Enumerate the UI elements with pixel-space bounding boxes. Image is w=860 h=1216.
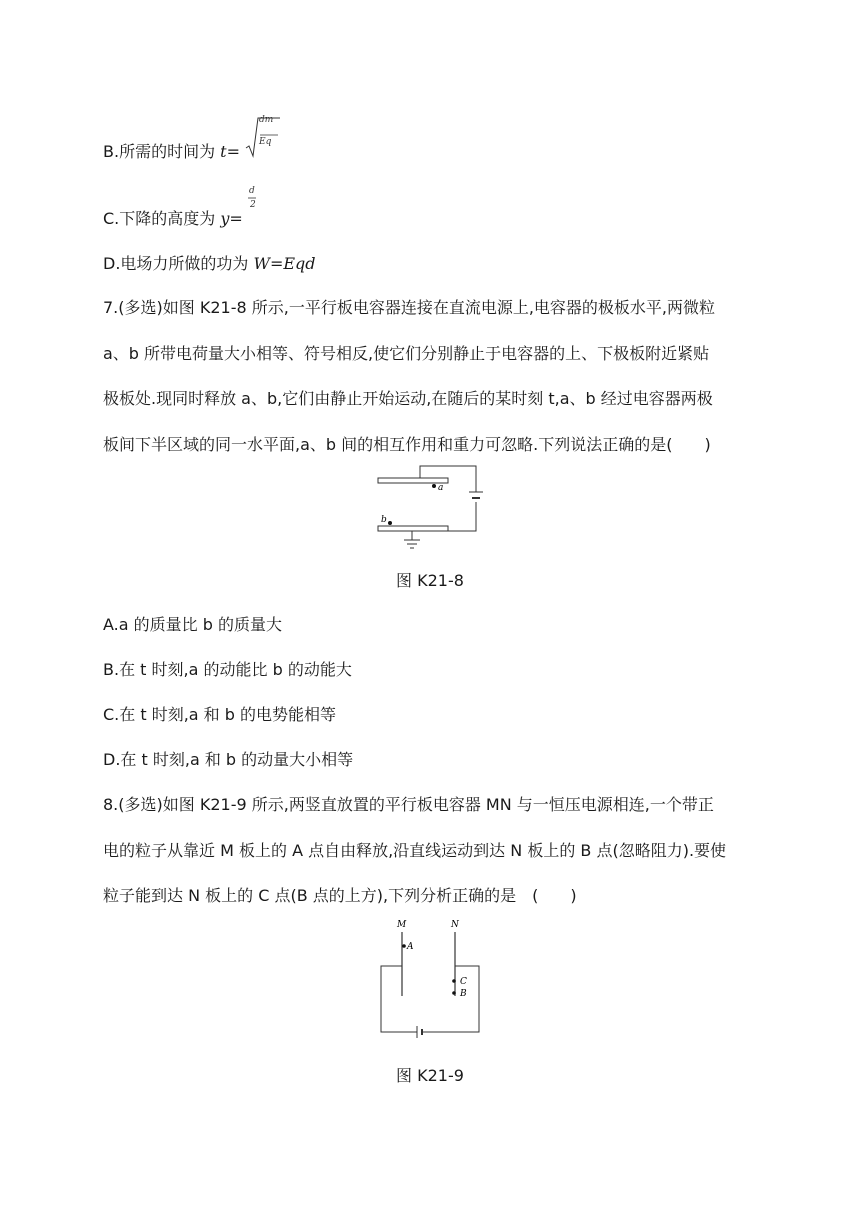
point-B <box>452 991 456 995</box>
q6-option-d-text: D.电场力所做的功为 <box>103 254 254 273</box>
lower-plate <box>378 526 448 531</box>
label-N: N <box>451 920 459 930</box>
figure-k21-8-caption: 图 K21-8 <box>396 571 464 590</box>
label-C: C <box>460 977 467 987</box>
figure-k21-8-capacitor <box>370 460 490 555</box>
q6-option-c-text: C.下降的高度为 <box>103 209 221 228</box>
q7-option-a: A.a 的质量比 b 的质量大 <box>103 615 282 634</box>
point-A <box>402 944 406 948</box>
particle-a <box>432 484 436 488</box>
label-M: M <box>397 920 407 930</box>
q6-option-b <box>103 139 240 162</box>
label-b: b <box>381 515 387 525</box>
q8-stem-line-2: 电的粒子从靠近 M 板上的 A 点自由释放,沿直线运动到达 N 板上的 B 点(忽略阻力).要使 <box>103 841 727 860</box>
q7-option-d: D.在 t 时刻,a 和 b 的动量大小相等 <box>103 750 354 769</box>
q6-option-c-var: y= <box>220 209 243 228</box>
q8-stem-line-3: 粒子能到达 N 板上的 C 点(B 点的上方),下列分析正确的是 ( ) <box>103 886 577 905</box>
q7-option-b: B.在 t 时刻,a 的动能比 b 的动能大 <box>103 660 352 679</box>
q6-b-numerator: dm <box>259 115 274 125</box>
q7-option-c: C.在 t 时刻,a 和 b 的电势能相等 <box>103 705 337 724</box>
q7-stem-line-3: 极板处.现同时释放 a、b,它们由静止开始运动,在随后的某时刻 t,a、b 经过电容器两极 <box>103 389 713 408</box>
label-a: a <box>438 483 444 493</box>
q6-option-c <box>103 206 243 229</box>
label-B: B <box>460 989 467 999</box>
q6-option-b-text: B.所需的时间为 <box>103 142 221 161</box>
q6-option-d-math: W=Eqd <box>253 254 316 273</box>
q6-option-b-var: t= <box>220 142 240 161</box>
point-C <box>452 979 456 983</box>
q7-stem-line-4: 板间下半区域的同一水平面,a、b 间的相互作用和重力可忽略.下列说法正确的是( ) <box>103 435 711 454</box>
q6-c-denominator: 2 <box>250 200 256 210</box>
figure-k21-9-capacitor <box>370 910 500 1040</box>
q7-stem-line-1: 7.(多选)如图 K21-8 所示,一平行板电容器连接在直流电源上,电容器的极板水平,两微粒 <box>103 298 715 317</box>
q6-b-denominator: Eq <box>259 137 272 147</box>
q7-stem-line-2: a、b 所带电荷量大小相等、符号相反,使它们分别静止于电容器的上、下极板附近紧贴 <box>103 344 710 363</box>
q6-c-numerator: d <box>249 186 255 196</box>
figure-k21-9-caption: 图 K21-9 <box>396 1066 464 1085</box>
particle-b <box>388 521 392 525</box>
q6-option-d <box>103 251 316 274</box>
label-A: A <box>407 942 414 952</box>
q8-stem-line-1: 8.(多选)如图 K21-9 所示,两竖直放置的平行板电容器 MN 与一恒压电源相连,一个带正 <box>103 795 714 814</box>
